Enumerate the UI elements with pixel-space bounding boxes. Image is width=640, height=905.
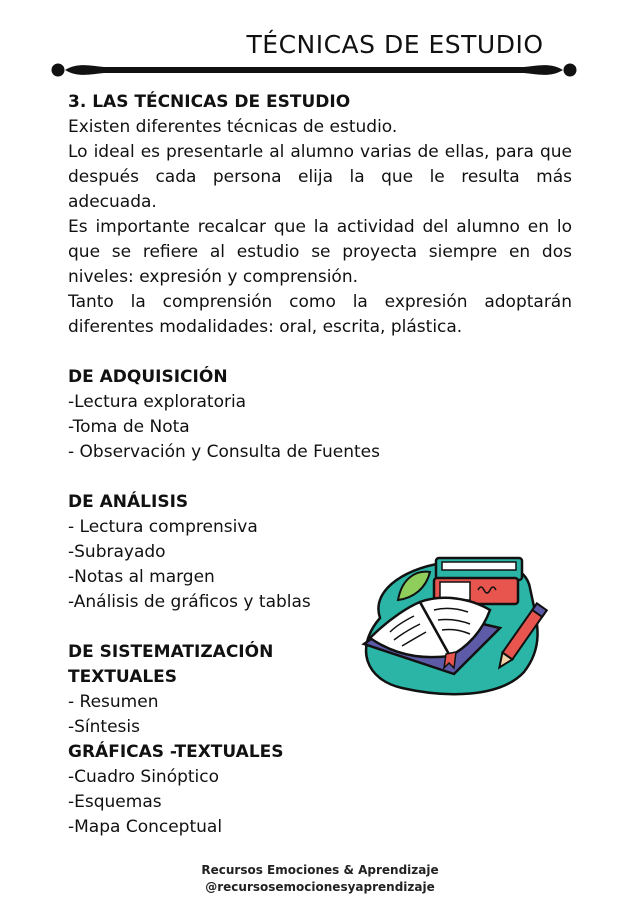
list-item: -Mapa Conceptual (68, 817, 223, 837)
list-item: -Análisis de gráficos y tablas (68, 592, 311, 612)
page-title: TÉCNICAS DE ESTUDIO (246, 30, 544, 59)
list-item: -Notas al margen (68, 567, 215, 587)
list-item: - Lectura comprensiva (68, 517, 258, 537)
list-item: -Esquemas (68, 792, 162, 812)
sistematizacion-heading: DE SISTEMATIZACIÓN (68, 642, 274, 662)
footer-credits (0, 862, 640, 896)
adquisicion-heading: DE ADQUISICIÓN (68, 367, 228, 387)
list-item: -Síntesis (68, 717, 140, 737)
list-item: -Lectura exploratoria (68, 392, 247, 412)
list-item: -Subrayado (68, 542, 166, 562)
intro-paragraph: Tanto la comprensión como la expresión adoptarán diferentes modalidades: oral, escrita, plástica. (68, 292, 572, 337)
graficas-heading: GRÁFICAS -TEXTUALES (68, 742, 284, 762)
intro-paragraph: Es importante recalcar que la actividad del alumno en lo que se refiere al estudio se proyecta siempre en dos niveles: expresión y comprensión. (68, 217, 572, 287)
textuales-heading: TEXTUALES (68, 667, 178, 687)
list-item: -Toma de Nota (68, 417, 190, 437)
analisis-heading: DE ANÁLISIS (68, 492, 189, 512)
footer-line-1: Recursos Emociones & Aprendizaje (201, 863, 439, 877)
list-item: -Cuadro Sinóptico (68, 767, 220, 787)
intro-paragraph: Lo ideal es presentarle al alumno varias de ellas, para que después cada persona elija la que le resulta más adecuada. (68, 142, 572, 212)
list-item: - Resumen (68, 692, 159, 712)
footer-line-2: @recursosemocionesyaprendizaje (205, 880, 435, 894)
books-and-pencil-icon (350, 548, 550, 698)
intro-paragraph: Existen diferentes técnicas de estudio. (68, 117, 398, 137)
list-item: - Observación y Consulta de Fuentes (68, 442, 380, 462)
section-heading: 3. LAS TÉCNICAS DE ESTUDIO (68, 92, 351, 112)
main-content (68, 90, 572, 840)
ornamental-divider (48, 58, 580, 82)
